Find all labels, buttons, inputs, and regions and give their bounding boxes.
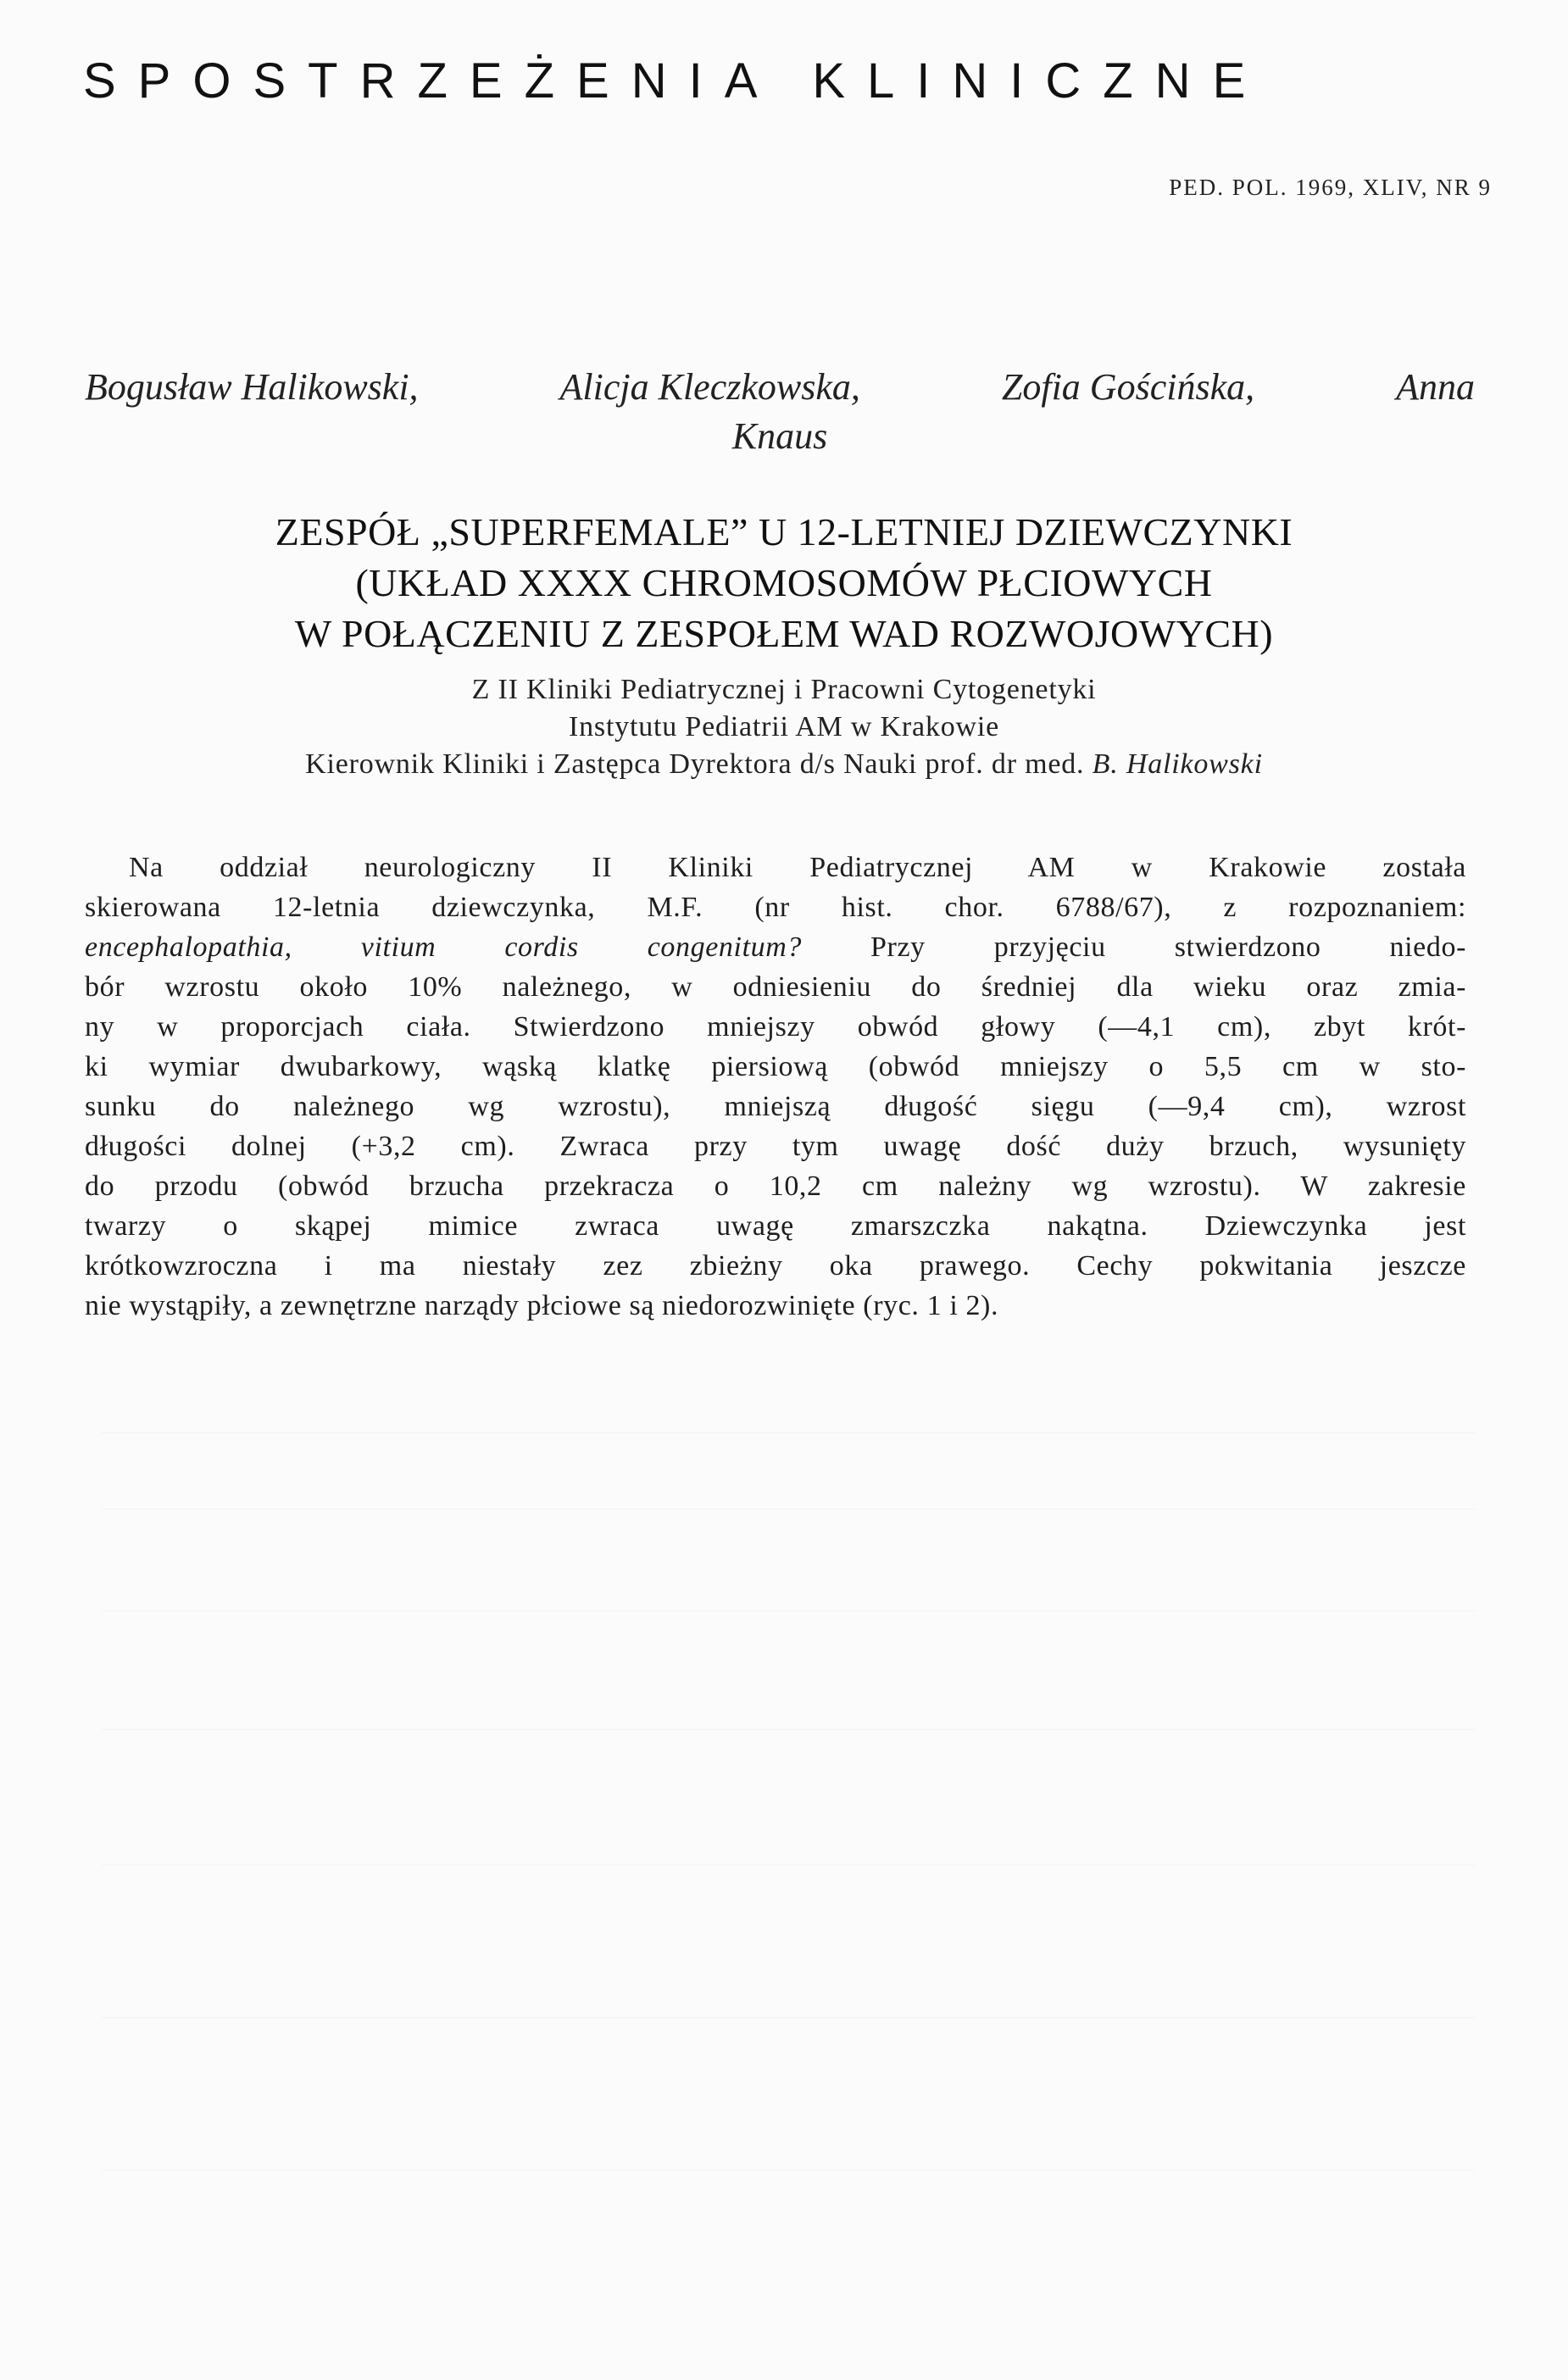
body-line: sunku do należnego wg wzrostu), mniejszą długość sięgu (—9,4 cm), wzrost [85,1091,1466,1122]
title-line: W POŁĄCZENIU Z ZESPOŁEM WAD ROZWOJOWYCH) [294,612,1274,655]
show-through-line [102,1729,1475,1730]
body-line: do przodu (obwód brzucha przekracza o 10,2 cm należny wg wzrostu). W zakresie [85,1171,1466,1202]
section-header: SPOSTRZEŻENIA KLINICZNE [83,53,1268,108]
body-line: długości dolnej (+3,2 cm). Zwraca przy tym uwagę dość duży brzuch, wysunięty [85,1131,1466,1162]
journal-reference: PED. POL. 1969, XLIV, NR 9 [1169,175,1492,200]
authors-line-1 [85,363,1475,412]
body-paragraph [85,848,1466,1326]
head-name: B. Halikowski [1092,748,1263,780]
show-through-line [102,2017,1475,2018]
title-line: (UKŁAD XXXX CHROMOSOMÓW PŁCIOWYCH [355,561,1213,604]
body-line: nie wystąpiły, a zewnętrzne narządy płciowe są niedorozwinięte (ryc. 1 i 2). [85,1290,999,1321]
author: Knaus [731,415,828,457]
body-line [85,927,1466,967]
body-line: krótkowzroczna i ma niestały zez zbieżny oka prawego. Cechy pokwitania jeszcze [85,1250,1466,1282]
body-line: ki wymiar dwubarkowy, wąską klatkę piersiową (obwód mniejszy o 5,5 cm w sto- [85,1051,1466,1082]
affiliation-line: Z II Kliniki Pediatrycznej i Pracowni Cytogenetyki [471,674,1097,705]
body-line: ny w proporcjach ciała. Stwierdzono mniejszy obwód głowy (—4,1 cm), zbyt krót- [85,1011,1466,1043]
affiliation-line-text: Kierownik Kliniki i Zastępca Dyrektora d/s Nauki prof. dr med. [305,748,1093,780]
show-through-line [102,1432,1475,1433]
show-through-line [102,2170,1475,2171]
article-title [85,507,1483,659]
body-line: skierowana 12-letnia dziewczynka, M.F. (nr hist. chor. 6788/67), z rozpoznaniem: [85,892,1466,923]
show-through-line [102,1865,1475,1866]
author: Bogusław Halikowski, [85,366,419,408]
diagnosis-italic: encephalopathia, vitium cordis congenitum? [85,931,802,963]
affiliation [85,671,1483,783]
author: Anna [1396,366,1475,408]
body-line: bór wzrostu około 10% należnego, w odniesieniu do średniej dla wieku oraz zmia- [85,971,1466,1003]
authors [85,363,1475,461]
title-line: ZESPÓŁ „SUPERFEMALE” U 12-LETNIEJ DZIEWCZYNKI [275,510,1293,553]
show-through-line [102,1509,1475,1510]
body-line-rest: Przy przyjęciu stwierdzono niedo- [870,931,1466,963]
show-through-line [102,1610,1475,1611]
body-line: Na oddział neurologiczny II Kliniki Pediatrycznej AM w Krakowie została [129,852,1466,883]
affiliation-line [85,746,1483,783]
author: Zofia Gościńska, [1001,366,1255,408]
body-line: twarzy o skąpej mimice zwraca uwagę zmarszczka nakątna. Dziewczynka jest [85,1210,1466,1242]
author: Alicja Kleczkowska, [559,366,860,408]
affiliation-line: Instytutu Pediatrii AM w Krakowie [568,711,999,742]
